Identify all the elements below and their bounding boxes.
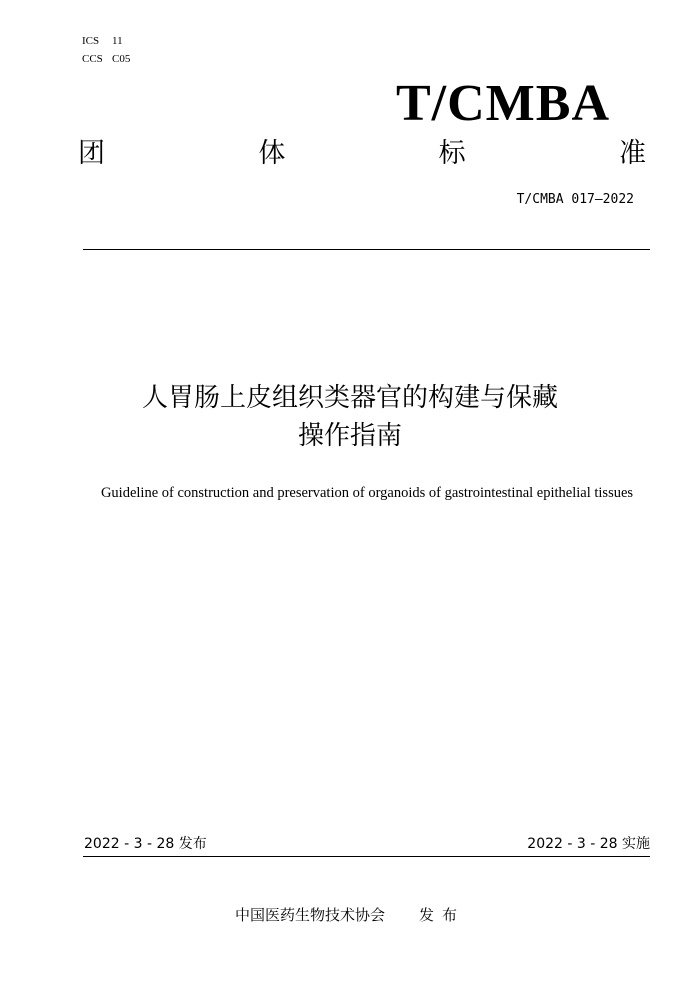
publication-date: 2022 - 3 - 28 发布 [84,836,207,852]
ccs-value: C05 [112,53,131,65]
standard-type-char: 体 [258,138,286,169]
standard-number: T/CMBA 017—2022 [516,192,634,207]
standard-type-char: 标 [438,138,466,169]
ics-code [82,35,123,48]
title-cn-line-1: 人胃肠上皮组织类器官的构建与保藏 [141,383,558,413]
issuer-name: 中国医药生物技术协会 [234,906,385,924]
standard-type-heading [78,136,646,172]
implementation-date: 2022 - 3 - 28 实施 [527,836,650,852]
document-title-english: Guideline of construction and preservation of organoids of gastrointestinal epithelial tissues [100,485,634,501]
document-title-chinese [0,379,700,455]
standard-type-char: 准 [618,138,646,169]
standard-brand-logo: T/CMBA [396,75,610,132]
standard-type-char: 团 [78,138,105,169]
ics-value: 11 [112,35,123,47]
header-divider [83,249,650,250]
issuer-action: 发布 [419,906,466,924]
issuing-organization [0,904,700,926]
ccs-label: CCS [82,53,103,65]
footer-divider [83,856,650,857]
ccs-code [82,53,130,66]
ics-label: ICS [82,35,100,47]
title-cn-line-2: 操作指南 [297,421,402,451]
